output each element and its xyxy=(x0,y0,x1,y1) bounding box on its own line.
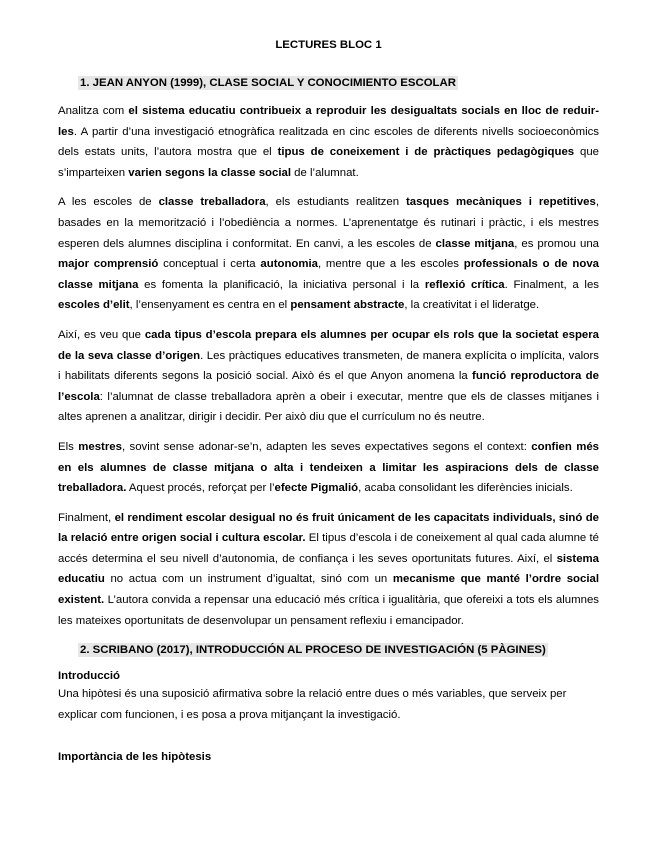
intro-paragraph: Una hipòtesi és una suposició afirmativa sobre la relació entre dues o més variables, que serveix per explicar com funcionen, i es posa a prova mitjançant la investigació. xyxy=(58,688,567,721)
text-run: L’autora convida a repensar una educació més crítica i igualitària, que ofereixi a tots els alumnes les mateixes oportunitats de desenvolupar un pensament reflexiu i emancipador. xyxy=(58,594,599,627)
bold-text: tasques mecàniques i repetitives xyxy=(405,196,596,209)
bold-text: mecanisme que manté l’ordre social existent. xyxy=(58,573,599,607)
paragraph xyxy=(58,325,599,428)
text-run: no actua com un instrument d’igualtat, sinó com un xyxy=(104,573,393,586)
text-run: El tipus d’escola i de coneixement al qual cada alumne té accés determina el seu nivell d’autonomia, de confiança i les seves oportunitats futures. Així, el xyxy=(58,532,599,565)
bold-text: professionals o de nova classe mitjana xyxy=(58,258,599,291)
bold-text: sistema educatiu xyxy=(58,552,599,586)
section-1-body xyxy=(58,101,599,631)
bold-text: el sistema educatiu contribueix a reproduir les desigualtats socials en lloc de reduir-les xyxy=(58,105,599,138)
text-run: , els estudiants realitzen xyxy=(265,196,406,209)
text-run: Analitza com xyxy=(58,105,129,117)
text-run: de l’alumnat. xyxy=(291,166,359,179)
bold-text: mestres xyxy=(78,440,122,453)
paragraph xyxy=(58,101,599,183)
text-run: , basades en la memorització i l’obediència a normes. L’aprenentatge és rutinari i pràctic, i els mestres esperen dels alumnes disciplina i conformitat. En canvi, a les escoles de xyxy=(58,196,599,250)
text-run: A les escoles de xyxy=(58,196,159,209)
text-run: Finalment, xyxy=(58,511,115,524)
bold-text: cada tipus d’escola prepara els alumnes per ocupar els rols que la societat espera de la seva classe d’origen xyxy=(58,328,599,362)
text-run: es fomenta la planificació, la iniciativa personal i la xyxy=(138,278,425,291)
text-run: , mentre que a les escoles xyxy=(318,258,464,271)
bold-text: reflexió crítica xyxy=(424,278,505,291)
document-title: LECTURES BLOC 1 xyxy=(275,39,382,51)
paragraph xyxy=(58,192,599,316)
text-run: Els xyxy=(58,440,79,453)
text-run: que s’imparteixen xyxy=(58,146,599,179)
text-run: conceptual i certa xyxy=(158,258,261,271)
bold-text: major comprensió xyxy=(58,258,159,271)
text-run: , sovint sense adonar-se’n, adapten les seves expectatives segons el context: xyxy=(121,440,532,453)
text-run: . Finalment, a les xyxy=(504,278,599,291)
section-heading-2-text: 2. SCRIBANO (2017), INTRODUCCIÓN AL PROCESO DE INVESTIGACIÓN (5 PÀGINES) xyxy=(80,644,546,657)
bold-text: autonomia xyxy=(260,258,318,271)
bold-text: efecte Pigmalió xyxy=(274,482,359,495)
section-heading-1 xyxy=(58,77,599,89)
section-heading-1-text: 1. JEAN ANYON (1999), CLASE SOCIAL Y CONOCIMIENTO ESCOLAR xyxy=(80,77,456,89)
bold-text: classe treballadora xyxy=(158,196,266,209)
section-heading-2 xyxy=(58,644,599,656)
bold-text: tipus de coneixement i de pràctiques pedagògiques xyxy=(277,146,575,159)
paragraph xyxy=(58,437,599,499)
bold-text: classe mitjana xyxy=(435,237,515,250)
paragraph xyxy=(58,508,599,632)
subheading-introduccio: Introducció xyxy=(58,670,121,683)
bold-text: varien segons la classe social xyxy=(128,166,292,179)
subheading-importancia: Importància de les hipòtesis xyxy=(58,751,212,764)
bold-text: el rendiment escolar desigual no és fruit únicament de les capacitats individuals, sinó de la relació entre origen social i cultura escolar. xyxy=(58,511,600,545)
text-run: , es promou una xyxy=(514,237,599,250)
text-run: : l’alumnat de classe treballadora aprèn a obeir i executar, mentre que els de classes mitjanes i altes aprenen a analitzar, dirigir i decidir. Per això diu que el currículum no és neutre. xyxy=(58,390,599,424)
bold-text: confien més en els alumnes de classe mitjana o alta i tendeixen a limitar les aspiracions dels de classe treballadora. xyxy=(58,440,599,495)
text-run: Aquest procés, reforçat per l’ xyxy=(126,482,275,495)
bold-text: escoles d’elit xyxy=(58,299,130,312)
text-run: , l’ensenyament es centra en el xyxy=(129,299,291,312)
text-run: . A partir d’una investigació etnogràfica realitzada en cinc escoles de diferents nivells socioeconòmics dels estats units, l’autora mostra que el xyxy=(58,125,599,159)
text-run: Així, es veu que xyxy=(58,328,145,341)
text-run: . Les pràctiques educatives transmeten, de manera explícita o implícita, valors i habilitats diferents segons la posició social. Això és el que Anyon anomena la xyxy=(58,349,599,383)
text-run: , acaba consolidant les diferències inicials. xyxy=(358,482,573,495)
bold-text: pensament abstracte xyxy=(290,299,405,312)
bold-text: funció reproductora de l’escola xyxy=(58,370,599,403)
text-run: , la creativitat i el lideratge. xyxy=(404,299,540,312)
